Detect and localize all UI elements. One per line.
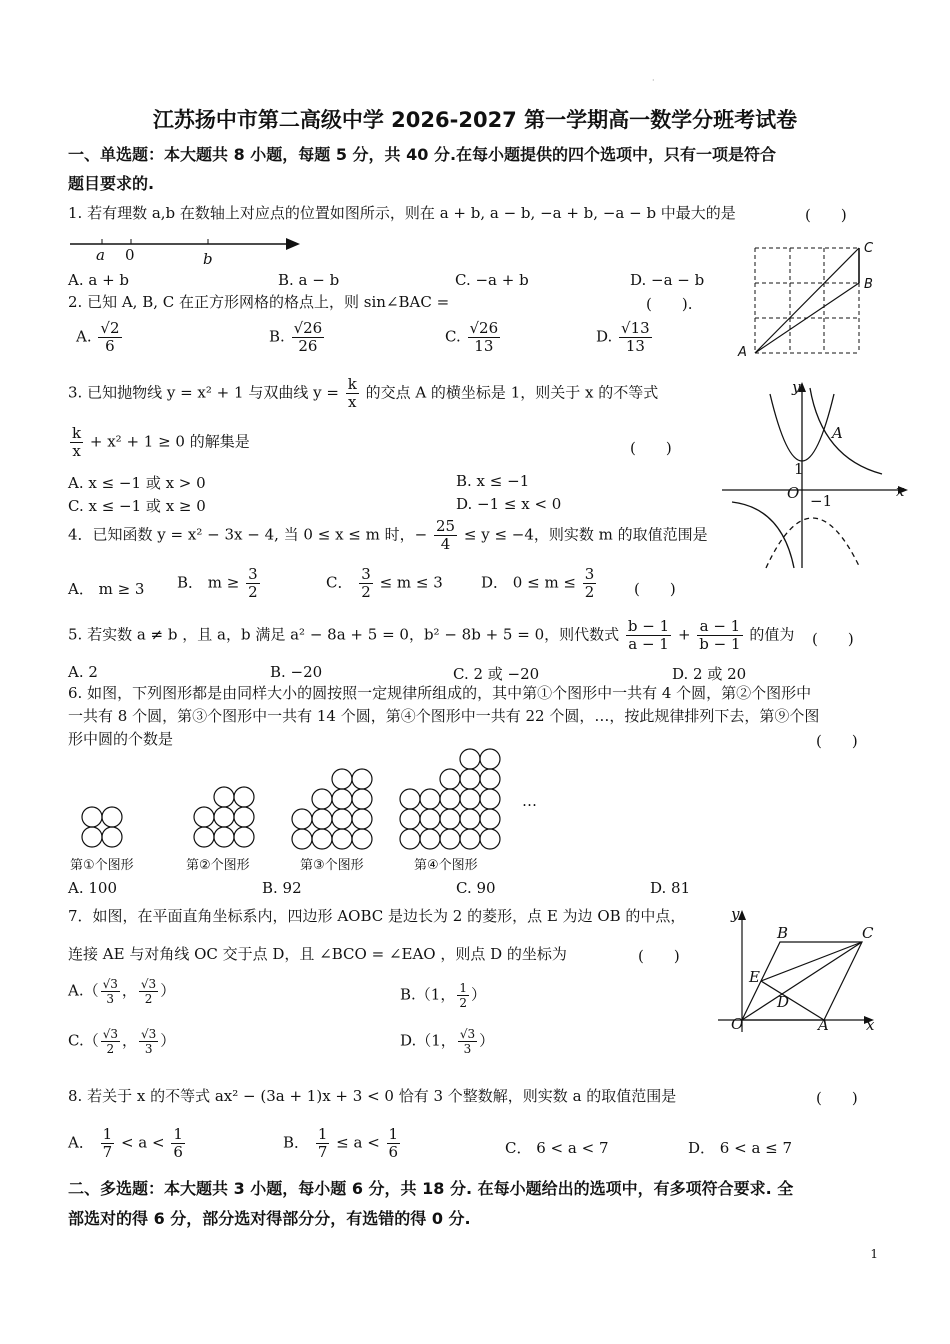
q1-option-c: C. −a + b: [455, 271, 529, 289]
q6-ellipsis: …: [522, 792, 537, 810]
q6-fig-label-2: 第②个图形: [186, 858, 250, 873]
q2-grid-figure: [752, 246, 882, 356]
section1-heading-line2: 题目要求的.: [68, 174, 155, 193]
q8-option-c: C． 6 < a < 7: [505, 1139, 609, 1157]
q6-option-a: A. 100: [68, 879, 117, 897]
q7-line1: 7．如图，在平面直角坐标系内，四边形 AOBC 是边长为 2 的菱形，点 E 为边 OB 的中点，: [68, 907, 686, 925]
q5-stem: 5. 若实数 a ≠ b ，且 a，b 满足 a² − 8a + 5 = 0，b² − 8b + 5 = 0，则代数式 $\frac{b - 1}{a - 1}$ + $\frac{a - 1}{b - 1}$ 的值为: [68, 617, 795, 653]
q3-option-a: A. x ≤ −1 或 x > 0: [68, 474, 206, 492]
q3-graph: [722, 378, 912, 574]
q6-option-d: D. 81: [650, 879, 691, 897]
q8-stem: 8. 若关于 x 的不等式 ax² − (3a + 1)x + 3 < 0 恰有 3 个整数解，则实数 a 的取值范围是: [68, 1087, 677, 1105]
q1-option-a: A. a + b: [68, 271, 130, 289]
q7-label-c: C: [862, 924, 874, 942]
q3-option-c: C. x ≤ −1 或 x ≥ 0: [68, 497, 206, 515]
q6-line3: 形中圆的个数是: [68, 730, 174, 748]
q6-figure-2: [190, 786, 250, 852]
q3-label-1: 1: [794, 460, 804, 478]
q3-label-o: O: [787, 484, 800, 502]
q4-paren: ( ): [634, 580, 676, 598]
top-dot: ·: [652, 76, 655, 85]
q7-label-x: x: [866, 1016, 875, 1034]
q2-label-a: A: [738, 345, 747, 360]
q3-option-b: B. x ≤ −1: [456, 472, 530, 490]
q7-label-e: E: [749, 968, 760, 986]
q6-line2: 一共有 8 个圆，第③个图形中一共有 14 个圆，第④个图形中一共有 22 个圆，…，按此规律排列下去，第⑨个图: [68, 707, 820, 725]
q7-label-a: A: [818, 1016, 829, 1034]
q2-option-d: D. $\frac{√13}{13}$: [596, 319, 650, 355]
page-title: 江苏扬中市第二高级中学 2026-2027 第一学期高一数学分班考试卷: [152, 108, 798, 132]
q6-fig-label-3: 第③个图形: [300, 858, 364, 873]
q3-label-x: x: [896, 482, 905, 500]
q6-figure-3: [292, 768, 374, 852]
q3-label-a: A: [832, 424, 843, 442]
q6-figure-1: [80, 806, 130, 852]
q2-stem: 2. 已知 A, B, C 在正方形网格的格点上，则 sin∠BAC =: [68, 293, 450, 311]
q4-stem: 4．已知函数 y = x² − 3x − 4, 当 0 ≤ x ≤ m 时，− $\frac{25}{4}$ ≤ y ≤ −4，则实数 m 的取值范围是: [68, 517, 708, 553]
q7-paren: ( ): [638, 947, 680, 965]
q7-label-o: O: [731, 1015, 744, 1033]
q1-option-d: D. −a − b: [630, 271, 705, 289]
q7-option-b: B.（1， $\frac{1}{2}$ ）: [400, 981, 486, 1010]
q2-option-c: C. $\frac{√26}{13}$: [445, 319, 499, 355]
q1-label-a: a: [96, 246, 105, 264]
q3-label-y: y: [792, 378, 801, 396]
q2-option-a: A. $\frac{√2}{6}$: [76, 319, 120, 355]
q1-label-0: 0: [125, 246, 135, 264]
q1-label-b: b: [203, 250, 213, 268]
q2-option-b: B. $\frac{√26}{26}$: [269, 319, 323, 355]
q2-label-b: B: [864, 277, 873, 292]
page-number: 1: [870, 1247, 878, 1261]
q2-paren: ( ).: [646, 295, 693, 313]
section2-heading-line1: 二、多选题：本大题共 3 小题，每小题 6 分，共 18 分. 在每小题给出的选项中，有多项符合要求. 全: [68, 1179, 794, 1198]
q7-label-b: B: [777, 924, 789, 942]
q1-stem: 1. 若有理数 a,b 在数轴上对应点的位置如图所示，则在 a + b, a − b, −a + b, −a − b 中最大的是: [68, 204, 736, 222]
q4-option-a: A． m ≥ 3: [68, 580, 145, 598]
q1-paren: ( ): [805, 206, 847, 224]
q5-option-d: D. 2 或 20: [672, 665, 747, 683]
q5-option-b: B. −20: [270, 663, 323, 681]
q6-line1: 6. 如图，下列图形都是由同样大小的圆按照一定规律所组成的，其中第①个图形中一共有 4 个圆，第②个图形中: [68, 684, 812, 702]
q8-option-d: D． 6 < a ≤ 7: [688, 1139, 793, 1157]
q3-paren: ( ): [630, 439, 672, 457]
q7-line2: 连接 AE 与对角线 OC 交于点 D，且 ∠BCO = ∠EAO ，则点 D 的坐标为: [68, 945, 567, 963]
q7-option-a: A.（ $\frac{√3}{3}$ ， $\frac{√3}{2}$ ）: [68, 977, 176, 1006]
section1-heading-line1: 一、单选题：本大题共 8 小题，每题 5 分，共 40 分.在每小题提供的四个选项中，只有一项是符合: [68, 145, 777, 164]
q6-fig-label-4: 第④个图形: [414, 858, 478, 873]
q4-option-c: C． $\frac{3}{2}$ ≤ m ≤ 3: [326, 565, 443, 601]
q5-option-c: C. 2 或 −20: [453, 665, 540, 683]
q8-option-a: A． $\frac{1}{7}$ < a < $\frac{1}{6}$: [68, 1125, 183, 1161]
q8-paren: ( ): [816, 1089, 858, 1107]
q3-option-d: D. −1 ≤ x < 0: [456, 495, 562, 513]
q7-option-c: C.（ $\frac{√3}{2}$ ， $\frac{√3}{3}$ ）: [68, 1027, 176, 1056]
section2-heading-line2: 部选对的得 6 分，部分选对得部分分，有选错的得 0 分.: [68, 1209, 471, 1228]
q3-stem-line1: 3. 已知抛物线 y = x² + 1 与双曲线 y = $\frac{k}{x}$ 的交点 A 的横坐标是 1，则关于 x 的不等式: [68, 375, 659, 411]
q6-option-b: B. 92: [262, 879, 302, 897]
q4-option-b: B． m ≥ $\frac{3}{2}$: [177, 565, 258, 601]
q3-label-minus1: −1: [810, 492, 833, 510]
q5-option-a: A. 2: [68, 663, 98, 681]
q7-label-y: y: [731, 905, 740, 923]
q5-paren: ( ): [812, 630, 854, 648]
q6-paren: ( ): [816, 732, 858, 750]
q8-option-b: B． $\frac{1}{7}$ ≤ a < $\frac{1}{6}$: [283, 1125, 399, 1161]
q6-fig-label-1: 第①个图形: [70, 858, 134, 873]
q3-stem-line2: $\frac{k}{x}$ + x² + 1 ≥ 0 的解集是: [72, 424, 250, 460]
q7-option-d: D.（1， $\frac{√3}{3}$ ）: [400, 1027, 495, 1056]
q2-label-c: C: [864, 241, 874, 256]
q1-option-b: B. a − b: [278, 271, 340, 289]
q7-label-d: D: [777, 993, 790, 1011]
q6-figure-4: [400, 748, 504, 852]
q6-option-c: C. 90: [456, 879, 496, 897]
q4-option-d: D． 0 ≤ m ≤ $\frac{3}{2}$: [481, 565, 595, 601]
